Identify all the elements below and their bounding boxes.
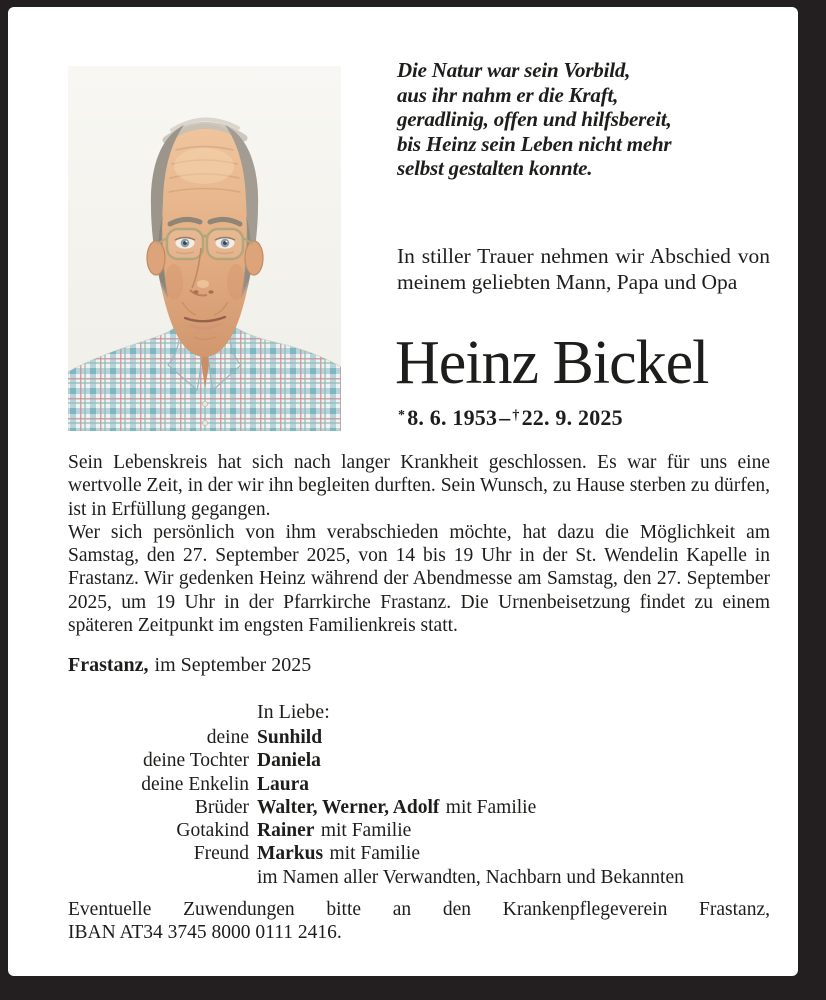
family-relation-label: deine Enkelin	[141, 773, 249, 795]
obituary-card	[8, 7, 798, 976]
family-list	[68, 726, 684, 889]
family-row	[68, 866, 684, 889]
death-date: 22. 9. 2025	[521, 405, 623, 430]
life-dates	[398, 405, 623, 431]
family-row	[68, 819, 684, 842]
family-member-name: Laura	[257, 773, 310, 795]
donation-note	[68, 898, 770, 945]
family-member-name: Daniela	[257, 750, 321, 772]
quote-line: bis Heinz sein Leben nicht mehr	[397, 131, 672, 156]
birth-date: 8. 6. 1953	[407, 405, 498, 430]
family-member-name: Sunhild	[257, 727, 323, 748]
body-text	[68, 451, 770, 637]
family-row	[68, 773, 684, 796]
family-member-name: Markus	[257, 843, 324, 865]
birth-symbol: *	[398, 408, 406, 423]
family-row	[68, 749, 684, 772]
dateline-place: Frastanz,	[68, 654, 149, 676]
quote-line: selbst gestalten konnte.	[397, 156, 593, 181]
intro-paragraph: In stiller Trauer nehmen wir Abschied von meinem geliebten Mann, Papa und Opa	[397, 244, 770, 294]
family-member-name: Walter, Werner, Adolf	[257, 796, 440, 818]
family-row-suffix: mit Familie	[329, 843, 420, 865]
portrait-photo	[68, 66, 341, 431]
deceased-name: Heinz Bickel	[395, 329, 709, 397]
family-row	[68, 796, 684, 819]
closing-salutation: In Liebe:	[257, 701, 330, 723]
donation-line-1: Eventuelle Zuwendungen bitte an den Krankenpflegeverein Frastanz,	[68, 899, 770, 920]
family-row-suffix: mit Familie	[320, 820, 412, 842]
family-relation-label: deine Tochter	[142, 750, 249, 772]
body-paragraph-2: Wer sich persönlich von ihm verabschieden möchte, hat dazu die Möglichkeit am Samstag, den 27. September 2025, von 14 bis 19 Uhr in der St. Wendelin Kapelle in Frastanz. Wir gedenken Heinz während der Abendmesse am Samstag, den 27. September 2025, um 19 Uhr in der Pfarrkirche Frastanz. Die Urnenbeisetzung findet zu einem späteren Zeitpunkt im engsten Familienkreis statt.	[68, 521, 770, 637]
epitaph-quote	[397, 58, 747, 181]
dateline	[68, 654, 311, 677]
quote-line: geradlinig, offen und hilfsbereit,	[397, 107, 672, 132]
family-relation-label: Freund	[193, 843, 249, 865]
body-paragraph-1: Sein Lebenskreis hat sich nach langer Krankheit geschlossen. Es war für uns eine wertvolle Zeit, in der wir ihn begleiten durften. Sein Wunsch, zu Hause sterben zu dürfen, ist in Erfüllung gegangen.	[68, 452, 770, 520]
death-symbol: †	[512, 408, 520, 423]
family-relation-label: Brüder	[194, 796, 249, 818]
dates-separator: –	[499, 405, 511, 430]
family-relation-label: Gotakind	[176, 820, 249, 842]
family-row-suffix: mit Familie	[445, 796, 537, 818]
family-member-name: Rainer	[257, 820, 315, 842]
dateline-date: im September 2025	[154, 654, 312, 676]
portrait-illustration	[68, 66, 341, 431]
family-row	[68, 726, 684, 749]
family-row	[68, 842, 684, 865]
family-relation-label: deine	[206, 727, 249, 748]
quote-line: aus ihr nahm er die Kraft,	[397, 82, 619, 107]
family-row-suffix: im Namen aller Verwandten, Nachbarn und Bekannten	[257, 866, 684, 888]
quote-line: Die Natur war sein Vorbild,	[397, 58, 631, 82]
donation-line-2: IBAN AT34 3745 8000 0111 2416.	[68, 922, 342, 944]
